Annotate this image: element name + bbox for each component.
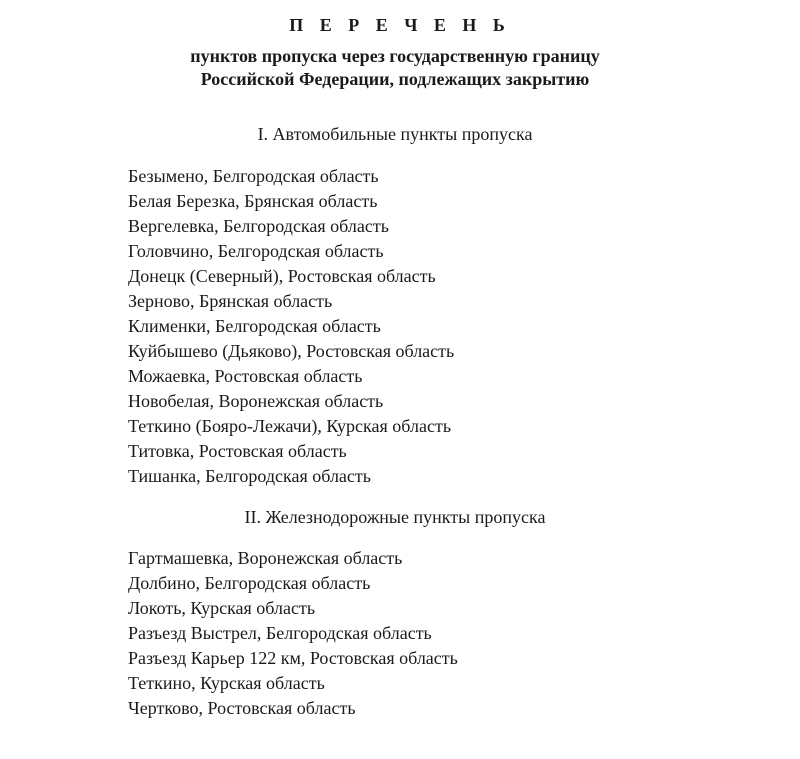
list-item: Тишанка, Белгородская область <box>128 466 371 486</box>
document-title: П Е Р Е Ч Е Н Ь <box>289 15 511 35</box>
subtitle-line: Российской Федерации, подлежащих закрытию <box>200 69 590 89</box>
rail-checkpoints-list <box>128 546 458 721</box>
list-item: Безымено, Белгородская область <box>128 166 379 186</box>
list-item: Разъезд Выстрел, Белгородская область <box>128 623 432 643</box>
list-item: Теткино (Бояро-Лежачи), Курская область <box>128 416 452 436</box>
subtitle-line: пунктов пропуска через государственную границу <box>190 46 600 66</box>
road-checkpoints-list <box>128 164 454 489</box>
list-item: Гартмашевка, Воронежская область <box>128 548 403 568</box>
list-item: Куйбышево (Дьяково), Ростовская область <box>128 341 455 361</box>
document-subtitle <box>0 45 790 91</box>
section-heading-road: I. Автомобильные пункты пропуска <box>257 124 533 144</box>
list-item: Головчино, Белгородская область <box>128 241 384 261</box>
list-item: Можаевка, Ростовская область <box>128 366 363 386</box>
list-item: Разъезд Карьер 122 км, Ростовская область <box>128 648 458 668</box>
section-heading-rail: II. Железнодорожные пункты пропуска <box>244 507 546 527</box>
list-item: Белая Березка, Брянская область <box>128 191 378 211</box>
list-item: Зерново, Брянская область <box>128 291 333 311</box>
list-item: Теткино, Курская область <box>128 673 325 693</box>
list-item: Новобелая, Воронежская область <box>128 391 384 411</box>
list-item: Донецк (Северный), Ростовская область <box>128 266 436 286</box>
list-item: Клименки, Белгородская область <box>128 316 381 336</box>
list-item: Вергелевка, Белгородская область <box>128 216 389 236</box>
list-item: Долбино, Белгородская область <box>128 573 371 593</box>
list-item: Локоть, Курская область <box>128 598 316 618</box>
list-item: Чертково, Ростовская область <box>128 698 356 718</box>
list-item: Титовка, Ростовская область <box>128 441 347 461</box>
